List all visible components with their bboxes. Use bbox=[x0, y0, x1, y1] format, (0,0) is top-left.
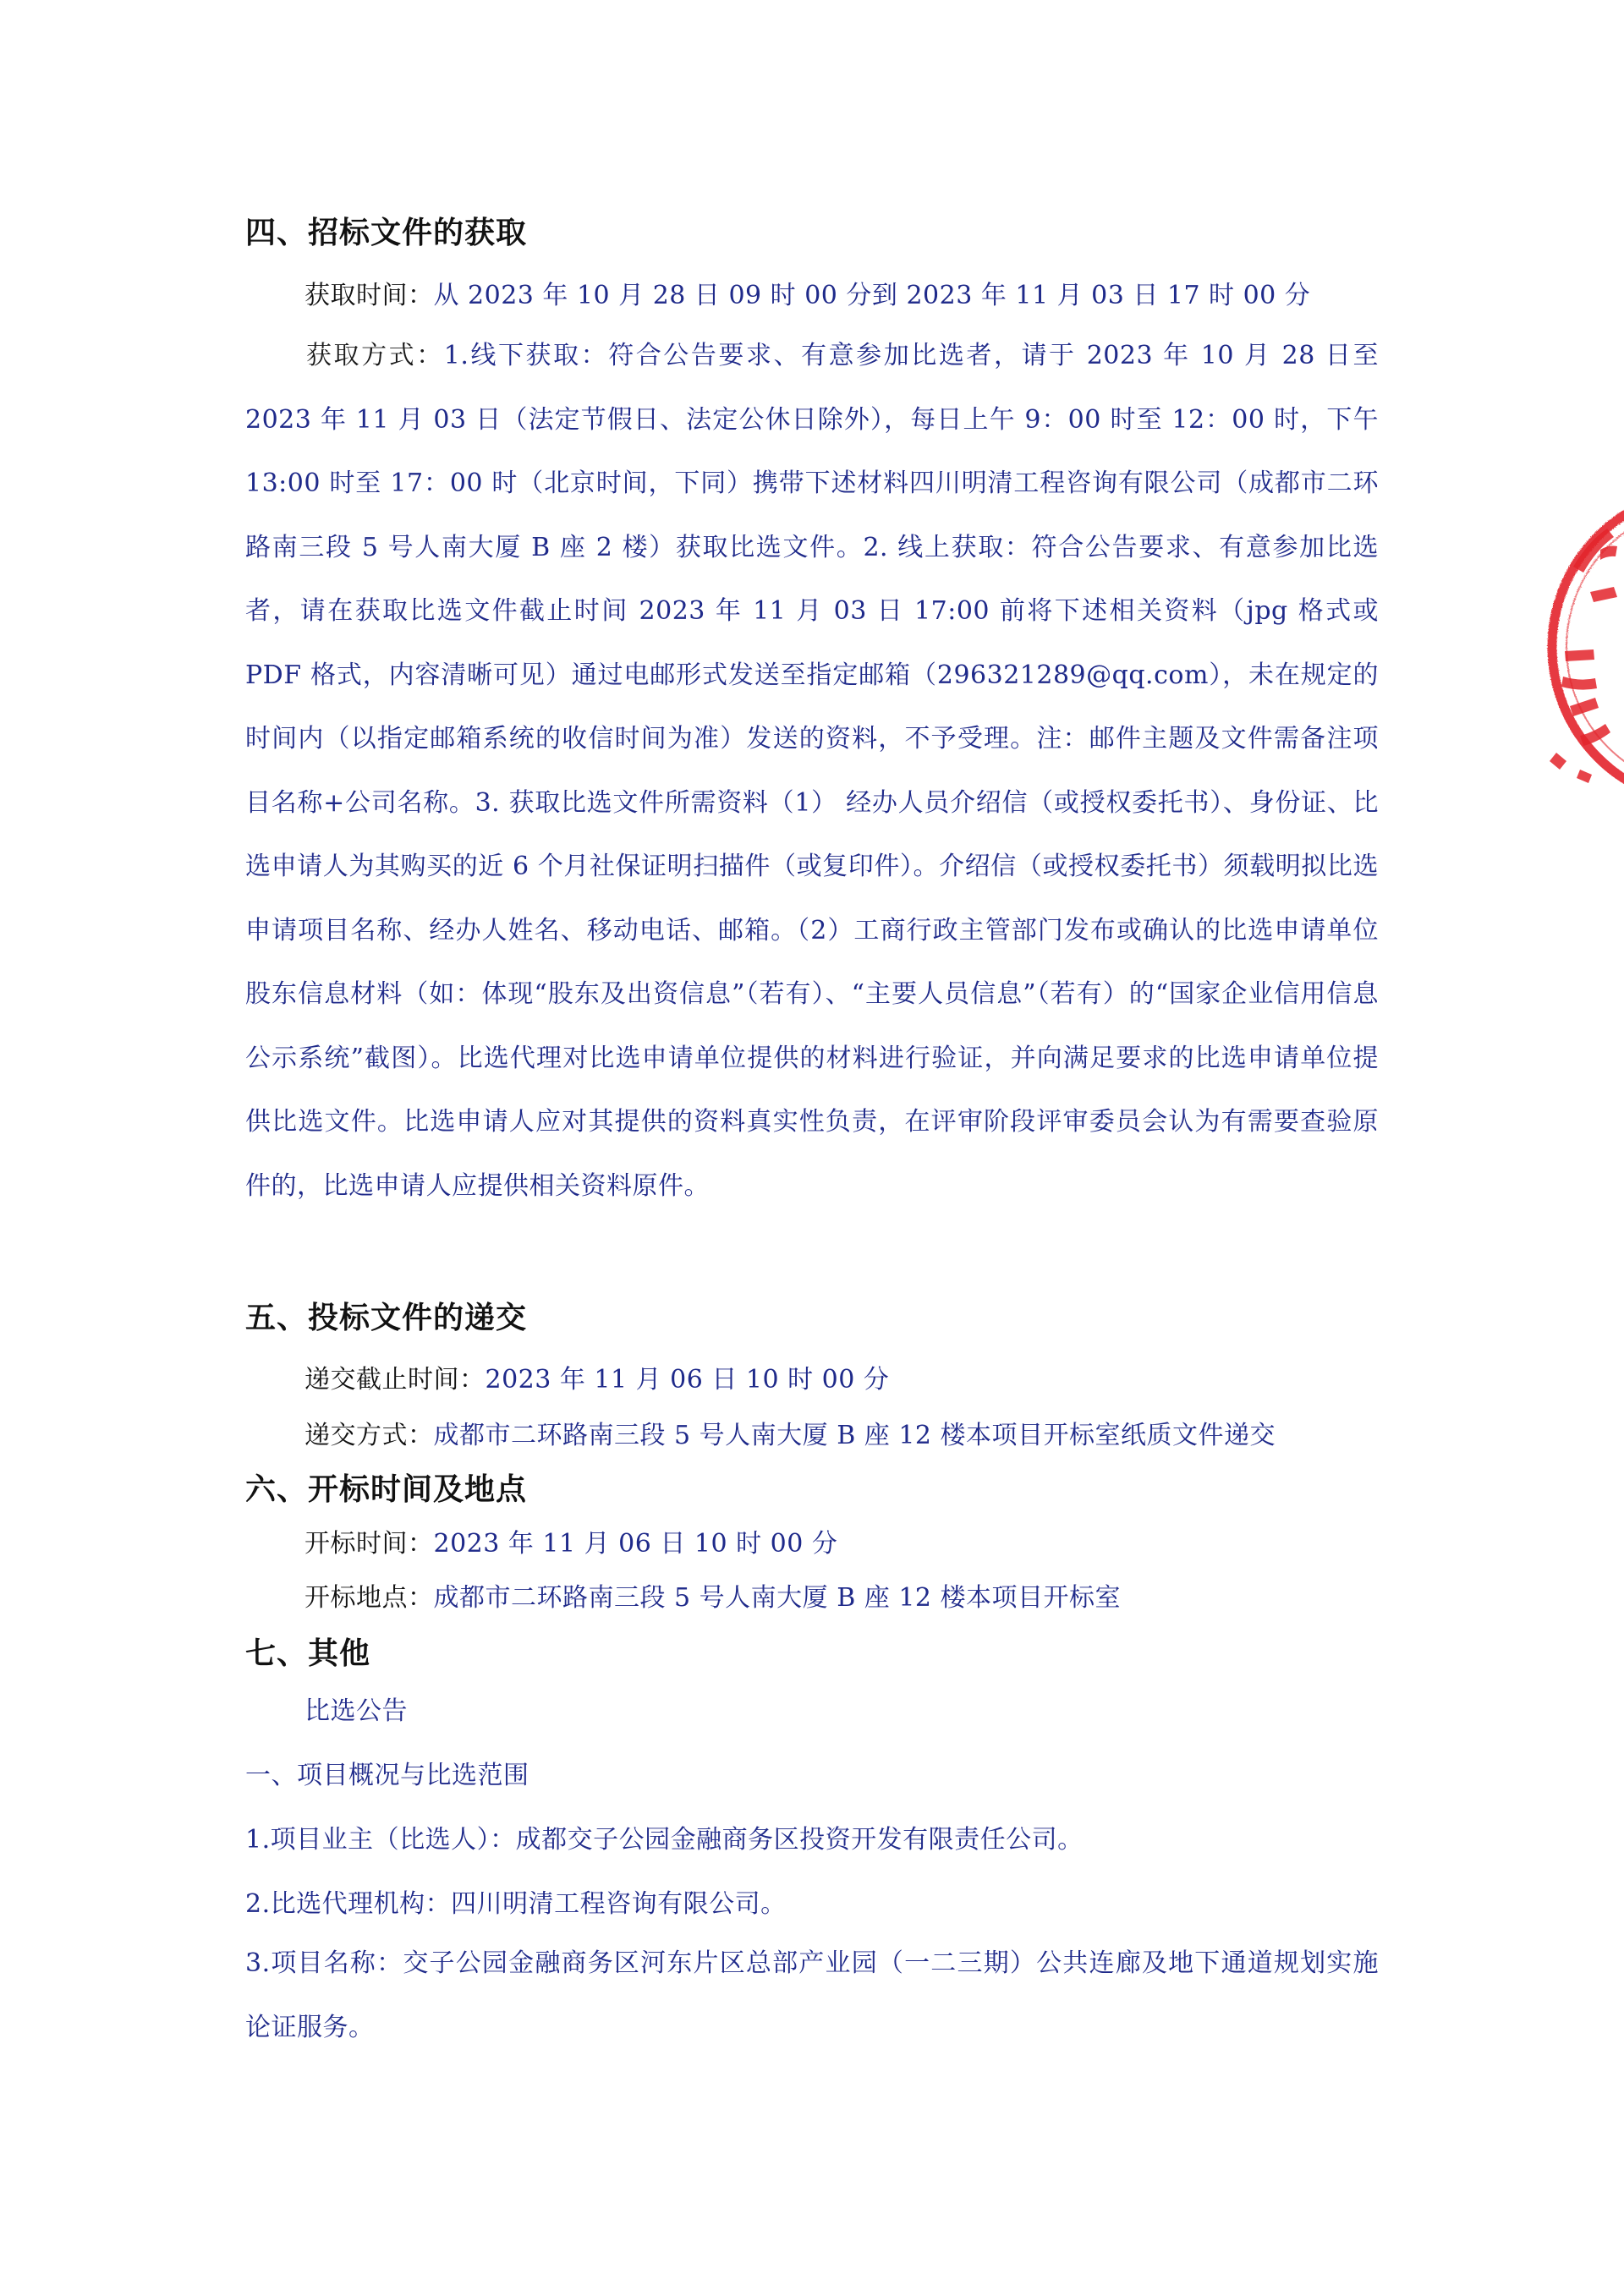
red-seal-stamp-icon bbox=[1539, 474, 1624, 829]
project-owner-item: 1.项目业主（比选人）：成都交子公园金融商务区投资开发有限责任公司。 bbox=[245, 1825, 1084, 1855]
opening-place-line bbox=[304, 1576, 1121, 1614]
obtain-method-paragraph bbox=[245, 324, 1379, 1218]
opening-place-label: 开标地点： bbox=[304, 1583, 434, 1613]
submit-method-line bbox=[304, 1414, 1276, 1451]
section-5-heading: 五、投标文件的递交 bbox=[245, 1301, 528, 1335]
opening-time-line bbox=[304, 1522, 837, 1559]
obtain-time-label: 获取时间： bbox=[304, 281, 434, 310]
obtain-time-line bbox=[304, 274, 1310, 311]
obtain-method-label: 获取方式： bbox=[306, 341, 444, 370]
project-name-item: 3.项目名称：交子公园金融商务区河东片区总部产业园（一二三期）公共连廊及地下通道规划实施论证服务。 bbox=[245, 1948, 1379, 2042]
opening-time-label: 开标时间： bbox=[304, 1529, 434, 1559]
submit-deadline-label: 递交截止时间： bbox=[304, 1365, 486, 1395]
notice-subtitle: 比选公告 bbox=[304, 1696, 408, 1726]
agency-item: 2.比选代理机构：四川明清工程咨询有限公司。 bbox=[245, 1889, 787, 1919]
submit-method-value: 成都市二环路南三段 5 号人南大厦 B 座 12 楼本项目开标室纸质文件递交 bbox=[433, 1421, 1276, 1450]
submit-deadline-value: 2023 年 11 月 06 日 10 时 00 分 bbox=[485, 1365, 890, 1395]
submit-deadline-line bbox=[304, 1358, 889, 1395]
section-6-heading: 六、开标时间及地点 bbox=[245, 1472, 528, 1507]
submit-method-label: 递交方式： bbox=[304, 1421, 434, 1450]
opening-time-value: 2023 年 11 月 06 日 10 时 00 分 bbox=[433, 1529, 838, 1559]
section-4-heading: 四、招标文件的获取 bbox=[245, 216, 528, 250]
opening-place-value: 成都市二环路南三段 5 号人南大厦 B 座 12 楼本项目开标室 bbox=[433, 1583, 1122, 1613]
obtain-time-value: 从 2023 年 10 月 28 日 09 时 00 分到 2023 年 11 月 03 日 17 时 00 分 bbox=[433, 281, 1311, 310]
section-7-heading: 七、其他 bbox=[245, 1636, 371, 1671]
project-overview-heading: 一、项目概况与比选范围 bbox=[245, 1761, 529, 1790]
obtain-method-text: 1.线下获取：符合公告要求、有意参加比选者，请于 2023 年 10 月 28 日至 2023 年 11 月 03 日（法定节假日、法定公休日除外），每日上午 9：00 时至 12：00 时，下午 13:00 时至 17：00 时（北京时间，下同）携带下述材料四川明清工程咨询有限公司（成都市二环路南三段 5 号人南大厦 B 座 2 楼）获取比选文件。2. 线上获取：符合公告要求、有意参加比选者，请在获取比选文件截止时间 2023 年 11 月 03 日 17:00 前将下述相关资料（jpg 格式或 PDF 格式，内容清晰可见）通过电邮形式发送至指定邮箱（296321289@qq.com），未在规定的时间内（以指定邮箱系统的收信时间为准）发送的资料，不予受理。注：邮件主题及文件需备注项目名称+公司名称。3. 获取比选文件所需资料（1） 经办人员介绍信（或授权委托书）、身份证、比选申请人为其购买的近 6 个月社保证明扫描件（或复印件）。介绍信（或授权委托书）须载明拟比选申请项目名称、经办人姓名、移动电话、邮箱。（2）工商行政主管部门发布或确认的比选申请单位股东信息材料（如：体现“股东及出资信息”（若有）、“主要人员信息”（若有）的“国家企业信用信息公示系统”截图）。比选代理对比选申请单位提供的材料进行验证，并向满足要求的比选申请单位提供比选文件。比选申请人应对其提供的资料真实性负责，在评审阶段评审委员会认为有需要查验原件的，比选申请人应提供相关资料原件。 bbox=[245, 341, 1379, 1201]
seal-glyph-marks bbox=[1550, 509, 1624, 783]
